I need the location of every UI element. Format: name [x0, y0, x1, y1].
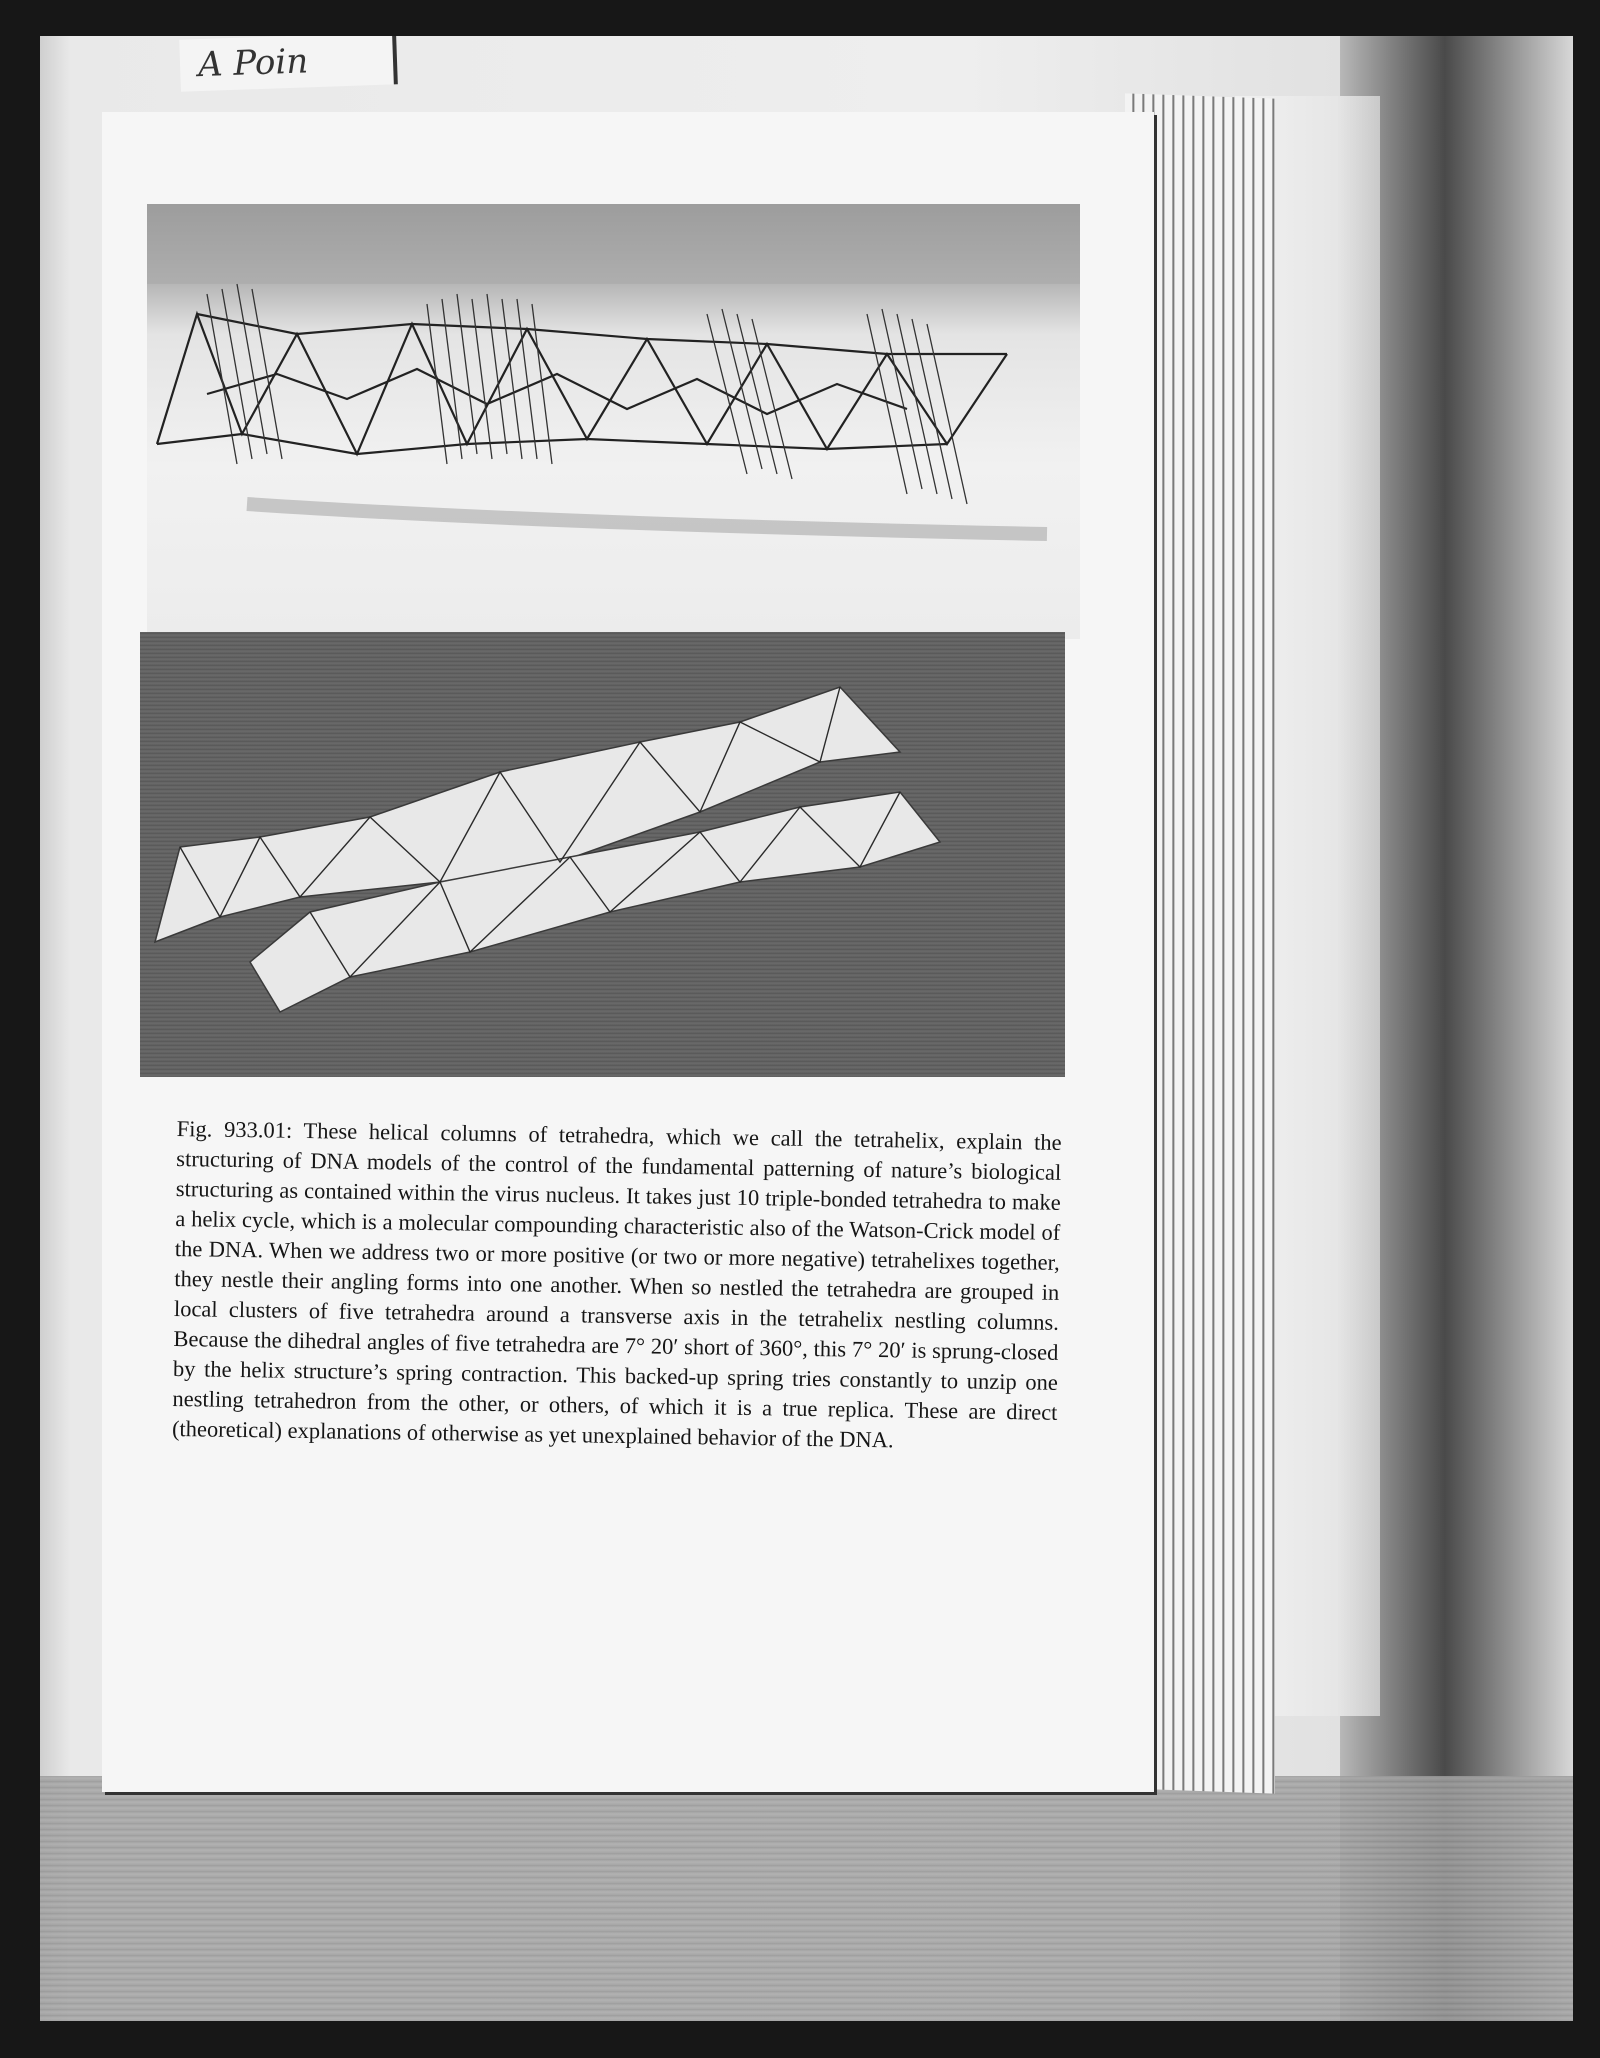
paper-model-photo	[140, 632, 1065, 1077]
photocopy-sheet	[40, 36, 1573, 2021]
stick-model-photo	[147, 204, 1080, 639]
figure-caption	[172, 1114, 1062, 1458]
paper-model-drawing	[140, 632, 1065, 1077]
bottom-shadow	[40, 1776, 1573, 2021]
book-page	[102, 112, 1154, 1792]
handwritten-note: A Poin	[179, 36, 398, 92]
caption-text: Fig. 933.01: These helical columns of tetrahedra, which we call the tetrahelix, explain the structuring of DNA models of the control of the fundamental patterning of nature’s biological structuring as contained within the virus nucleus. It takes just 10 triple-bonded tetrahedra to make a helix cycle, which is a molecular compounding characteristic also of the Watson-Crick model of the DNA. When we address two or more positive (or two or more negative) tetrahelixes together, they nestle their angling forms into one another. When so nestled the tetrahedra are grouped in local clusters of five tetrahedra around a transverse axis in the tetrahelix nestling columns. Because the dihedral angles of five tetrahedra are 7° 20′ short of 360°, this 7° 20′ is sprung-closed by the helix structure’s spring contraction. This backed-up spring tries constantly to unzip one nestling tetrahedron from the other, or others, of which it is a true replica. These are direct (theoretical) explanations of otherwise as yet unexplained behavior of the DNA.	[171, 1115, 1062, 1453]
stick-model-drawing	[147, 204, 1080, 639]
